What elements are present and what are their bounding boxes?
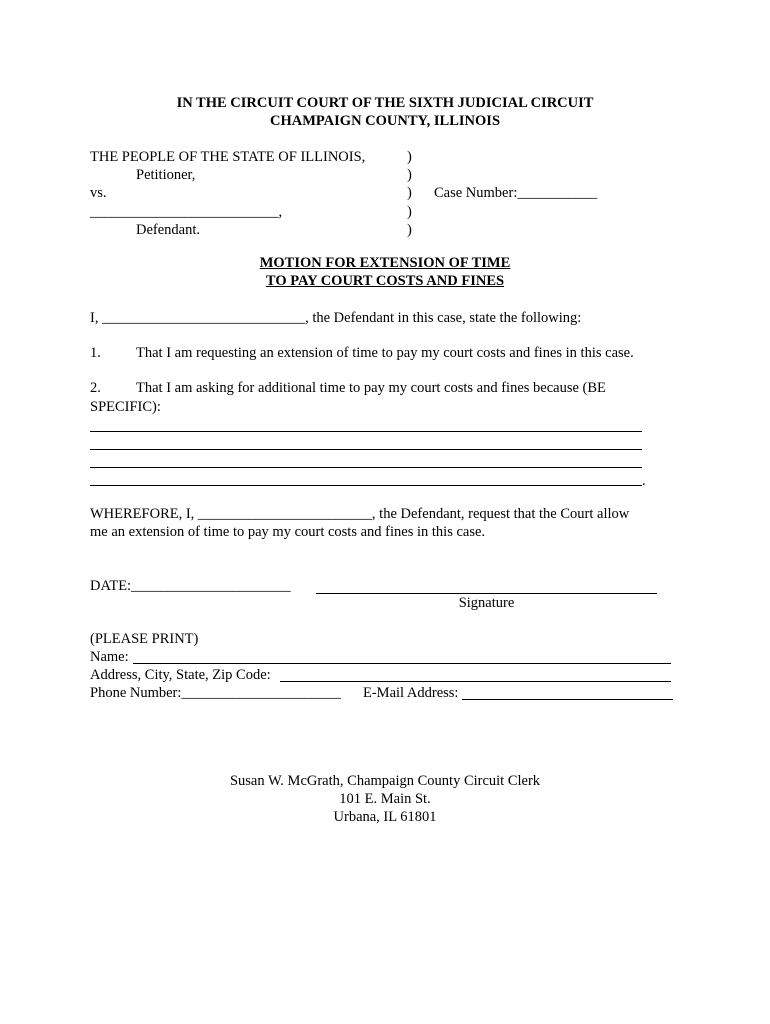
- signature-label: Signature: [458, 595, 515, 611]
- versus-label: vs.: [90, 185, 107, 201]
- address-field[interactable]: [280, 681, 671, 682]
- clerk-name: Susan W. McGrath, Champaign County Circuit Clerk: [229, 773, 541, 789]
- reason-blank-line[interactable]: [90, 449, 642, 450]
- date-field[interactable]: DATE:______________________: [90, 578, 291, 594]
- reason-blank-line[interactable]: [90, 467, 642, 468]
- motion-title: [0, 254, 770, 290]
- caption-paren: ): [407, 204, 412, 220]
- item-2-continuation: SPECIFIC):: [90, 399, 161, 415]
- reason-end-period: .: [642, 473, 646, 489]
- address-label: Address, City, State, Zip Code:: [90, 667, 271, 683]
- court-header-line-1: IN THE CIRCUIT COURT OF THE SIXTH JUDICIAL CIRCUIT: [176, 95, 594, 111]
- caption-paren: ): [407, 222, 412, 238]
- please-print-heading: (PLEASE PRINT): [90, 631, 199, 647]
- motion-title-line-1: MOTION FOR EXTENSION OF TIME: [259, 255, 511, 271]
- phone-number-field[interactable]: Phone Number:______________________: [90, 685, 341, 701]
- item-2-number: 2.: [90, 380, 101, 396]
- name-label: Name:: [90, 649, 129, 665]
- clerk-city: Urbana, IL 61801: [333, 809, 437, 825]
- caption-paren: ): [407, 185, 412, 201]
- defendant-label: Defendant.: [136, 222, 201, 238]
- item-1-text: That I am requesting an extension of time to pay my court costs and fines in this case.: [136, 345, 634, 361]
- clerk-info: [0, 772, 770, 826]
- reason-blank-line[interactable]: [90, 485, 642, 486]
- case-number-field[interactable]: Case Number:___________: [434, 185, 598, 201]
- petitioner-label: Petitioner,: [136, 167, 196, 183]
- email-label: E-Mail Address:: [363, 685, 459, 701]
- court-header: [0, 94, 770, 130]
- plaintiff-name: THE PEOPLE OF THE STATE OF ILLINOIS,: [90, 149, 366, 165]
- court-header-line-2: CHAMPAIGN COUNTY, ILLINOIS: [269, 113, 501, 129]
- defendant-name-blank[interactable]: __________________________,: [90, 204, 283, 220]
- item-2-text: That I am asking for additional time to pay my court costs and fines because (BE: [136, 380, 606, 396]
- intro-statement[interactable]: I, ____________________________, the Defendant in this case, state the following:: [90, 310, 582, 326]
- reason-blank-line[interactable]: [90, 431, 642, 432]
- wherefore-line-2: me an extension of time to pay my court costs and fines in this case.: [90, 524, 486, 540]
- caption-paren: ): [407, 149, 412, 165]
- email-field[interactable]: [462, 699, 673, 700]
- caption-paren: ): [407, 167, 412, 183]
- item-1-number: 1.: [90, 345, 101, 361]
- name-field[interactable]: [133, 663, 671, 664]
- clerk-street: 101 E. Main St.: [339, 791, 431, 807]
- wherefore-line-1[interactable]: WHEREFORE, I, ________________________, the Defendant, request that the Court allow: [90, 506, 630, 522]
- motion-title-line-2: TO PAY COURT COSTS AND FINES: [265, 273, 505, 289]
